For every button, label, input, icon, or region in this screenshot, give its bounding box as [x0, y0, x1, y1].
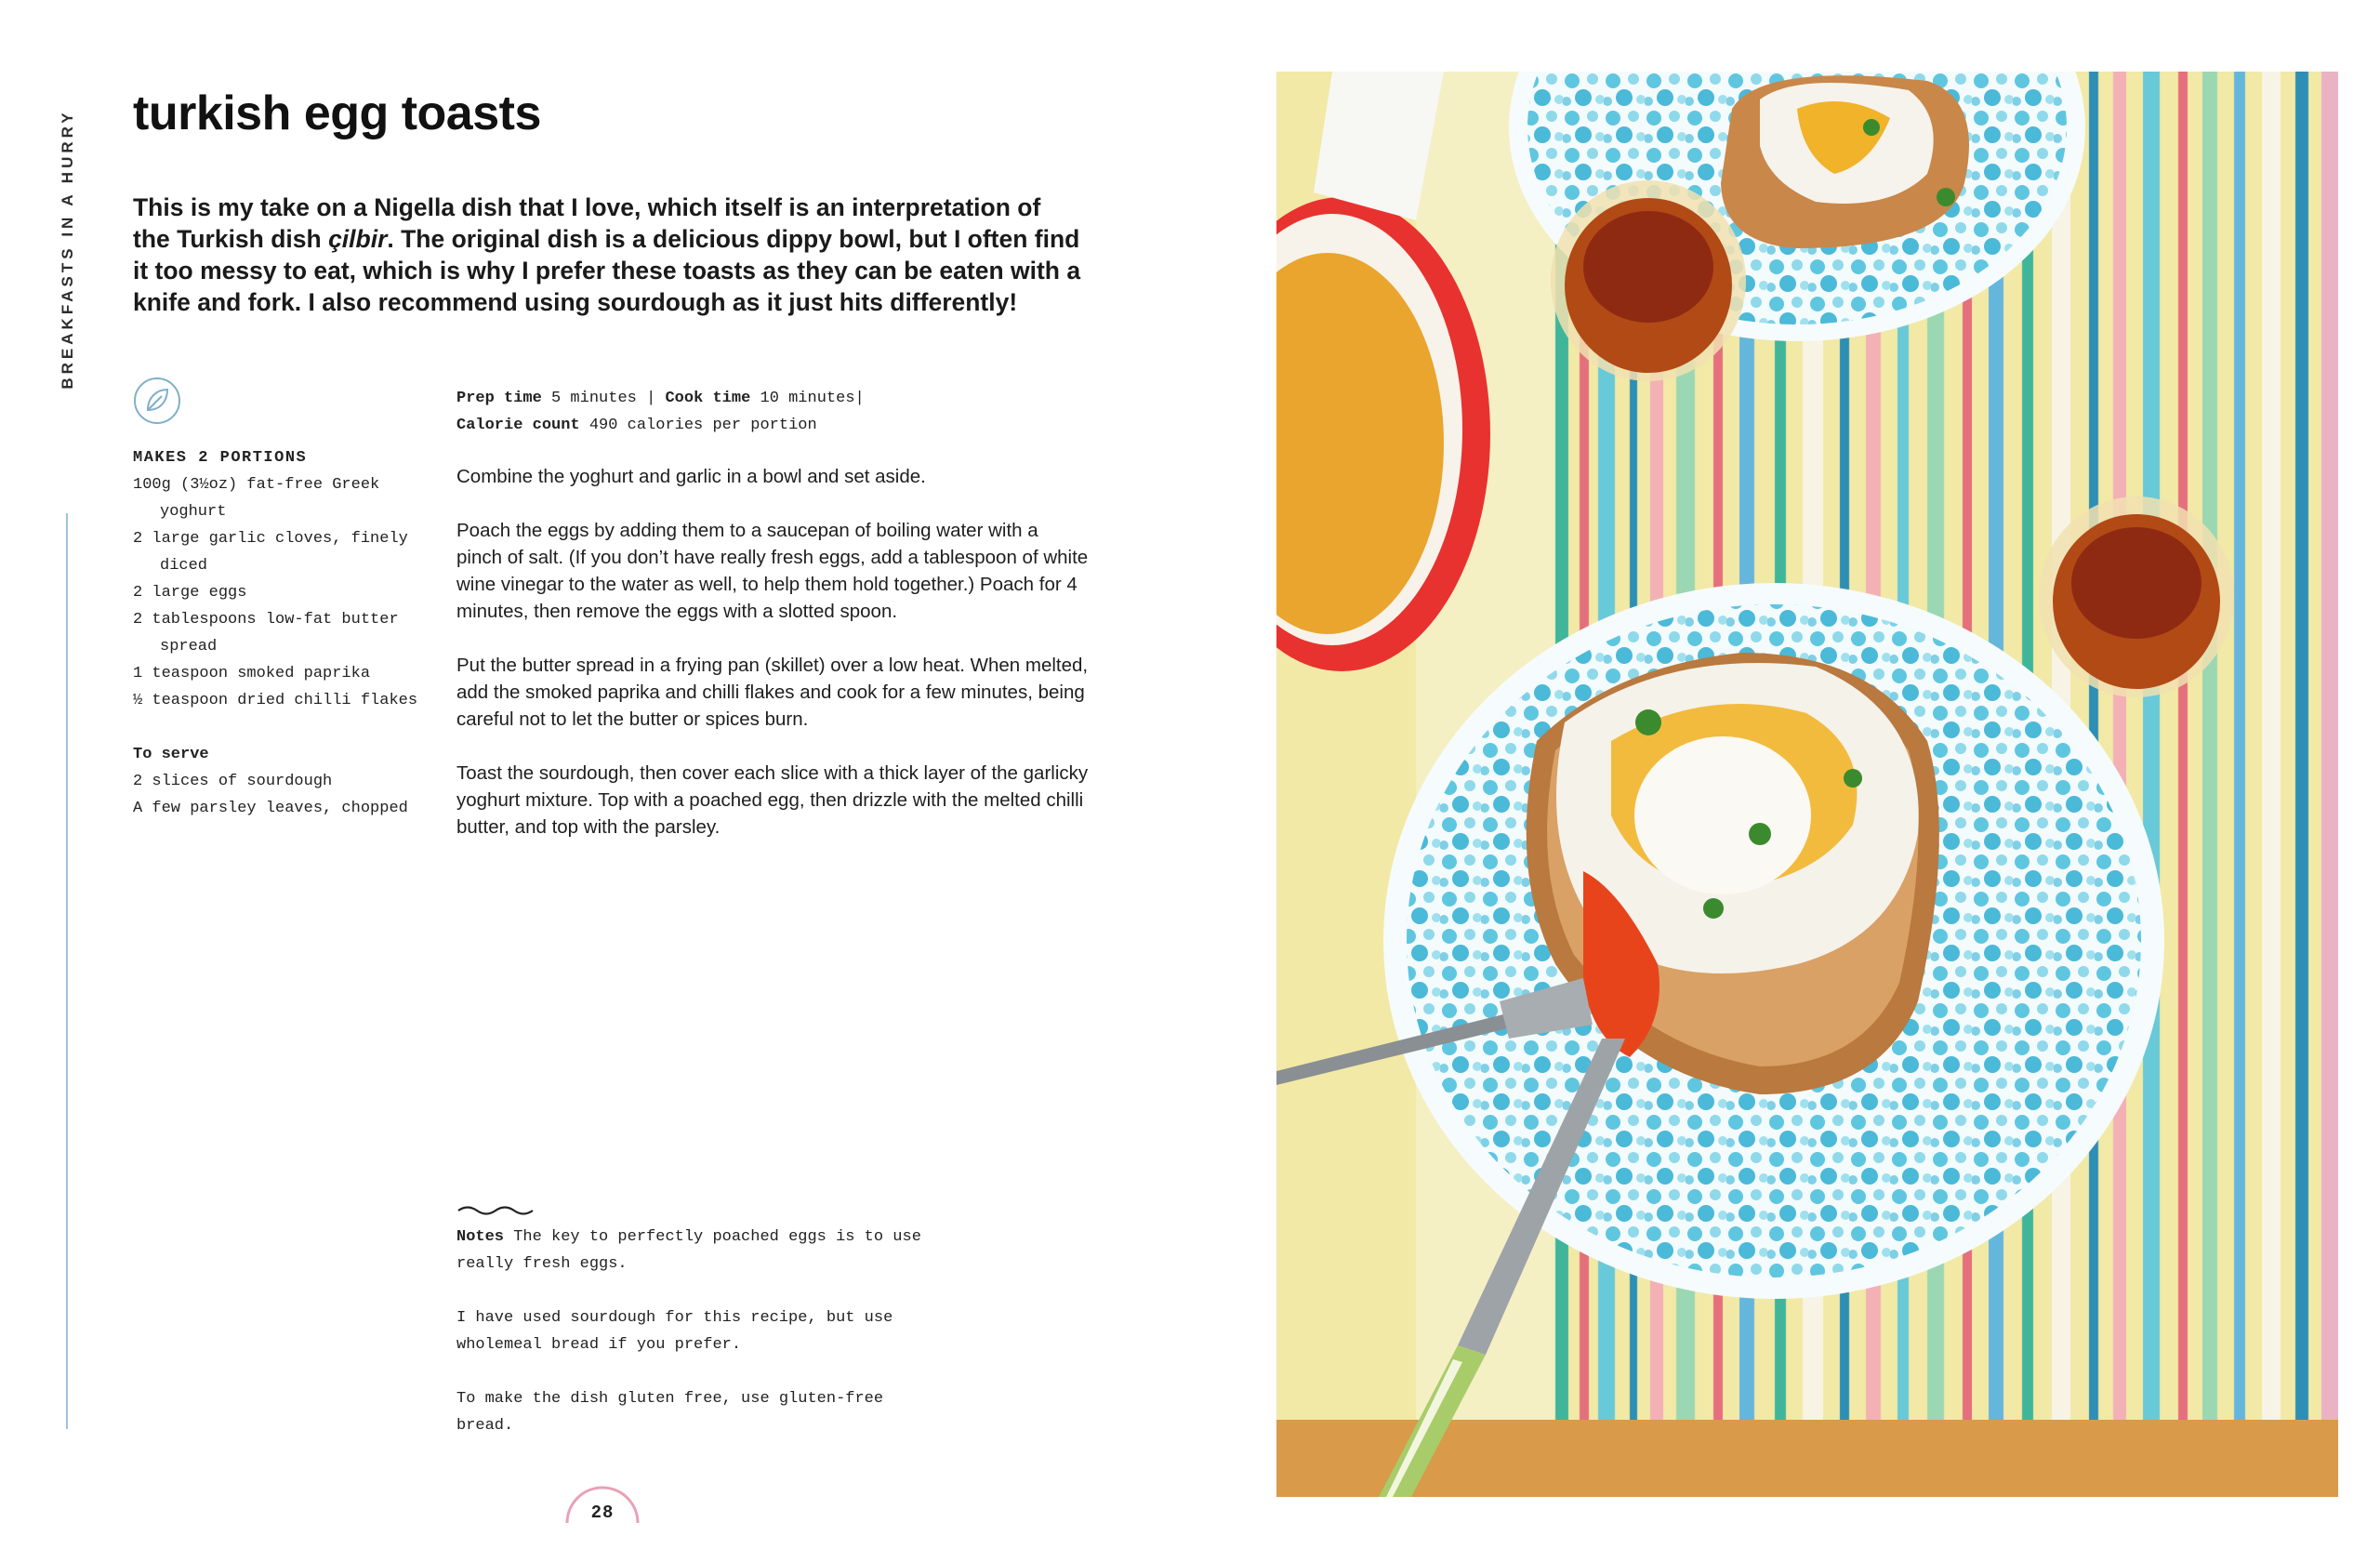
serve-item: A few parsley leaves, chopped — [133, 800, 408, 817]
notes-text: To make the dish gluten free, use gluten-free bread. — [456, 1390, 884, 1435]
method-steps — [456, 463, 1089, 867]
prep-time-label: Prep time — [456, 390, 542, 407]
ingredient-item: ½ teaspoon dried chilli flakes — [133, 692, 418, 709]
ingredient-item: 100g (3½oz) fat-free Greek yoghurt — [133, 476, 380, 521]
meta-separator: | — [646, 390, 656, 407]
intro-text-end: . The original dish is a delicious dippy bowl, but I often find it too messy to eat, which is why I prefer these toasts as they can be eaten with a knife and fork. I also recommend using sourdough as it just hits differently! — [133, 225, 1081, 316]
method-step: Toast the sourdough, then cover each slice with a thick layer of the garlicky yoghurt mixture. Top with a poached egg, then drizzle with the melted chilli butter, and top with the parsley. — [456, 762, 1089, 838]
method-step: Combine the yoghurt and garlic in a bowl and set aside. — [456, 466, 926, 487]
ingredients-heading: MAKES 2 PORTIONS — [133, 449, 308, 467]
notes-text: I have used sourdough for this recipe, but use wholemeal bread if you prefer. — [456, 1309, 893, 1354]
ingredient-item: 2 large eggs — [133, 584, 247, 602]
ingredient-item: 2 tablespoons low-fat butter spread — [133, 611, 399, 655]
calorie-count-label: Calorie count — [456, 417, 580, 434]
food-photo — [1276, 72, 2338, 1497]
prep-time-value: 5 minutes — [551, 390, 637, 407]
side-rule — [66, 513, 68, 1429]
page-number-badge — [565, 1478, 640, 1525]
page-number: 28 — [590, 1503, 615, 1523]
cook-time-label: Cook time — [665, 390, 751, 407]
leaf-icon — [133, 377, 181, 425]
recipe-meta — [456, 385, 865, 439]
notes-divider — [456, 1203, 535, 1216]
ingredient-item: 1 teaspoon smoked paprika — [133, 665, 371, 682]
recipe-title: turkish egg toasts — [133, 86, 541, 140]
notes-text: The key to perfectly poached eggs is to use really fresh eggs. — [456, 1228, 921, 1273]
serve-item: 2 slices of sourdough — [133, 773, 333, 790]
ingredients-list — [133, 444, 440, 822]
intro-dish-name: çilbir — [328, 225, 388, 253]
serve-heading: To serve — [133, 746, 209, 763]
calorie-count-value: 490 calories per portion — [588, 417, 817, 434]
method-step: Put the butter spread in a frying pan (skillet) over a low heat. When melted, add the smoked paprika and chilli flakes and cook for a few minutes, being careful not to let the butter or spices burn. — [456, 655, 1089, 730]
recipe-intro — [133, 192, 1081, 318]
notes — [456, 1224, 921, 1466]
method-step: Poach the eggs by adding them to a saucepan of boiling water with a pinch of salt. (If you don’t have really fresh eggs, add a tablespoon of white wine vinegar to the water as well, to help them hold together.) Poach for 4 minutes, then remove the eggs with a slotted spoon. — [456, 520, 1089, 622]
cook-time-value: 10 minutes| — [760, 390, 865, 407]
ingredient-item: 2 large garlic cloves, finely diced — [133, 530, 408, 575]
notes-label: Notes — [456, 1228, 505, 1246]
section-label: BREAKFASTS IN A HURRY — [59, 109, 76, 390]
intro-text-start: This is my take on a Nigella dish that I love, which itself is an interpretation of the Turkish dish — [133, 193, 1041, 253]
